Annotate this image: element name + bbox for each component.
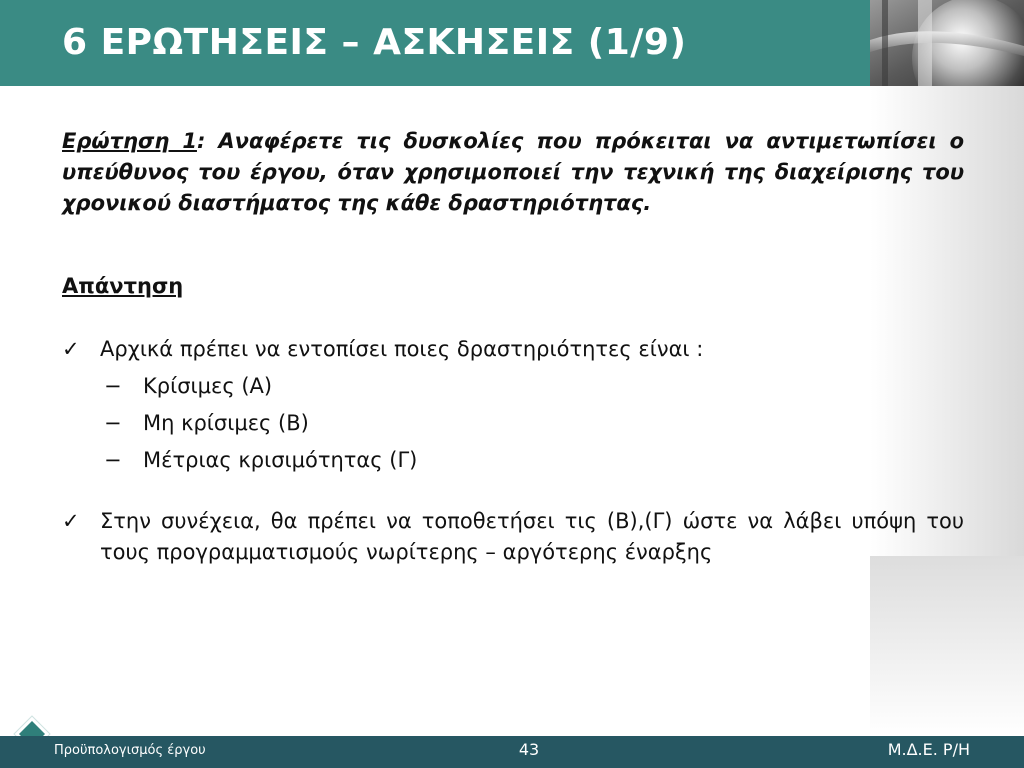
footer-course-title: Προϋπολογισμός έργου: [54, 743, 206, 758]
answer-heading: Απάντηση: [62, 274, 184, 298]
side-gradient-fade: [870, 556, 1024, 736]
question-text: : Αναφέρετε τις δυσκολίες που πρόκειται να αντιμετωπίσει ο υπεύθυνος του έργου, όταν χρησιμοποιεί την τεχνική της διαχείρισης του χρονικού διαστήματος της κάθε δραστηριότητας.: [62, 129, 964, 215]
check-icon: ✓: [62, 509, 80, 533]
page-title: 6 ΕΡΩΤΗΣΕΙΣ – ΑΣΚΗΣΕΙΣ (1/9): [62, 22, 687, 63]
list-item-text: Μη κρίσιμες (Β): [143, 411, 309, 435]
title-bar: [0, 0, 870, 86]
list-item: [104, 371, 964, 402]
page-number: 43: [518, 740, 540, 759]
bullet-text: Αρχικά πρέπει να εντοπίσει ποιες δραστηριότητες είναι :: [100, 337, 704, 361]
list-item: [104, 445, 964, 476]
list-item-text: Κρίσιμες (Α): [143, 374, 273, 398]
list-item-text: Μέτριας κρισιμότητας (Γ): [143, 448, 418, 472]
footer-department: Μ.Δ.Ε. Ρ/Η: [887, 740, 970, 759]
decorative-metal-image: [870, 0, 1024, 86]
slide-content: [62, 126, 964, 568]
answer-bullet: [62, 334, 964, 365]
dash-icon: −: [104, 411, 122, 435]
bullet-text: Στην συνέχεια, θα πρέπει να τοποθετήσει τις (Β),(Γ) ώστε να λάβει υπόψη του τους προγραμματισμούς νωρίτερης – αργότερης έναρξης: [100, 509, 964, 564]
list-item: [104, 408, 964, 439]
criticality-list: [62, 371, 964, 476]
footer-bar: [0, 736, 1024, 768]
dash-icon: −: [104, 448, 122, 472]
question-paragraph: [62, 126, 964, 219]
question-label: Ερώτηση 1: [62, 129, 197, 153]
dash-icon: −: [104, 374, 122, 398]
check-icon: ✓: [62, 337, 80, 361]
answer-bullet: [62, 506, 964, 568]
